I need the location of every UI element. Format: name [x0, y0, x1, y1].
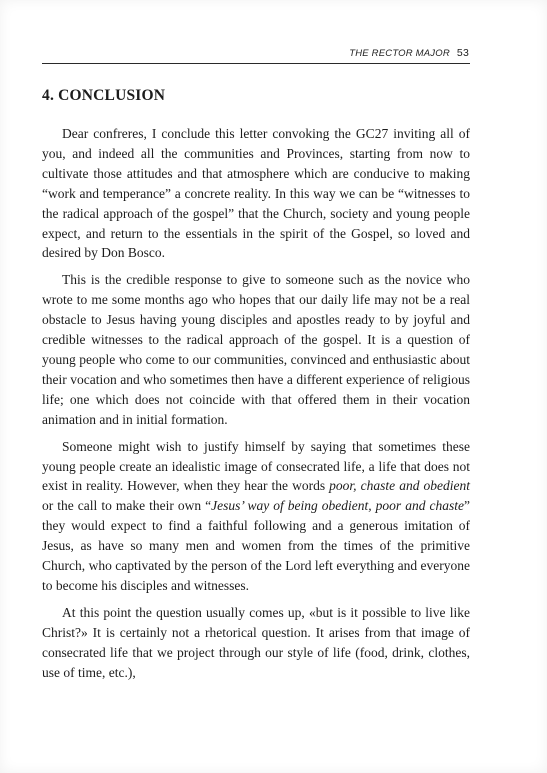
paragraph-3-text-b: or the call to make their own “	[42, 498, 212, 514]
body-text	[42, 124, 470, 689]
page-number: 53	[456, 47, 469, 59]
paragraph-3-text-c: ” they would expect to find a faithful following and a generous imitation of Jesus, as have so many men and women from the times of the primitive Church, who captivated by the person of the Lord left everything and everyone to become his disciples and witnesses.	[42, 498, 470, 593]
paragraph-3-emphasis-b: Jesus’ way of being obedient, poor and chaste	[211, 498, 464, 514]
paragraph-1: Dear confreres, I conclude this letter convoking the GC27 inviting all of you, and indeed all the communities and Provinces, starting from now to cultivate those attitudes and that atmosphere which are conducive to making “work and temperance” a concrete reality. In this way we can be “witnesses to the radical approach of the gospel” that the Church, society and young people expect, and return to the essentials in the spirit of the Gospel, so loved and desired by Don Bosco.	[42, 126, 470, 261]
paragraph-3	[42, 437, 470, 596]
running-title: THE RECTOR MAJOR	[349, 48, 450, 59]
paragraph-4: At this point the question usually comes up, «but is it possible to live like Christ?» It is certainly not a rhetorical question. It arises from that image of consecrated life that we project through our style of life (food, drink, clothes, use of time, etc.),	[42, 604, 470, 680]
section-heading: 4. CONCLUSION	[42, 87, 166, 104]
header-rule	[42, 63, 470, 64]
paragraph-3-emphasis-a: poor, chaste and obedient	[329, 478, 471, 494]
paragraph-3-text-a: Someone might wish to justify himself by saying that sometimes these young people create an idealistic image of consecrated life, a life that does not exist in reality. However, when they hear the words	[42, 438, 470, 494]
paragraph-2: This is the credible response to give to someone such as the novice who wrote to me some months ago who hopes that our daily life may not be a real obstacle to Jesus having young disciples and apostles ready to by joyful and credible witnesses to the radical approach of the gospel. It is a question of young people who come to our communities, convinced and enthusiastic about their vocation and who sometimes then have a different experience of religious life; one which does not coincide with that offered them in their vocation animation and in initial formation.	[42, 272, 470, 427]
running-header	[349, 47, 469, 59]
